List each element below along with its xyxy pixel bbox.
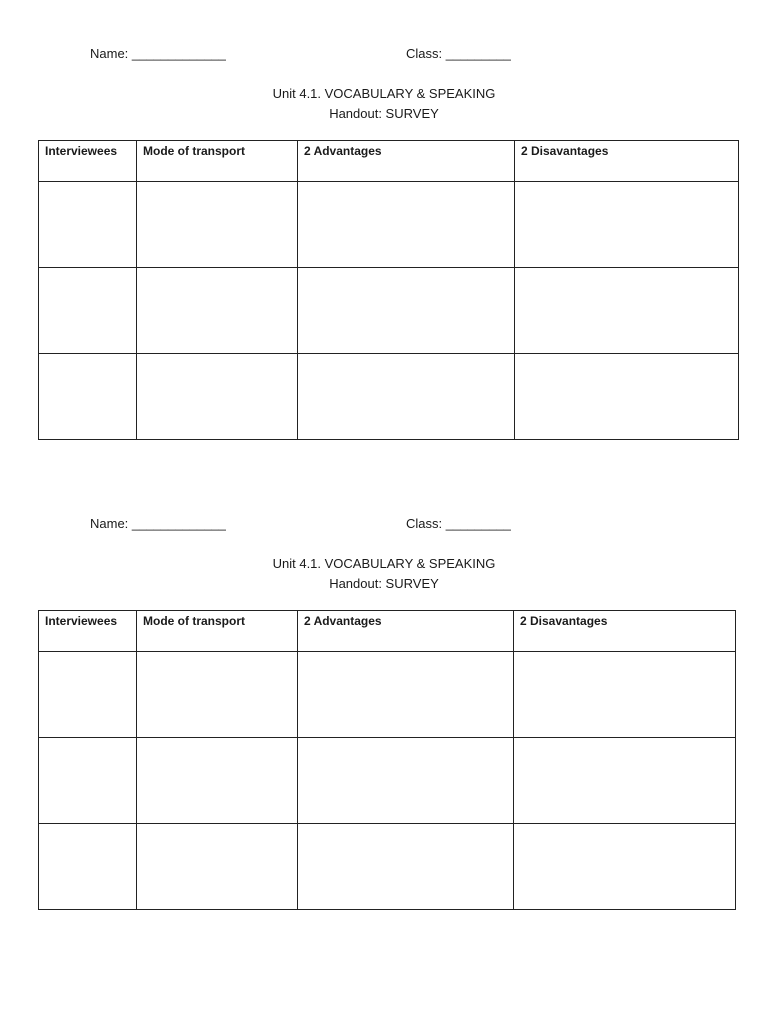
cell-disadvantages[interactable] bbox=[515, 182, 739, 268]
cell-advantages[interactable] bbox=[298, 268, 515, 354]
handout-title-block bbox=[0, 554, 768, 594]
name-field-label: Name: _____________ bbox=[90, 516, 226, 531]
table-header-row bbox=[39, 141, 739, 182]
handout-subtitle: Handout: SURVEY bbox=[329, 576, 439, 591]
cell-mode[interactable] bbox=[137, 354, 298, 440]
table-row bbox=[39, 738, 736, 824]
header-mode-of-transport: Mode of transport bbox=[137, 141, 298, 182]
cell-advantages[interactable] bbox=[298, 354, 515, 440]
survey-table bbox=[38, 140, 739, 440]
cell-interviewee[interactable] bbox=[39, 738, 137, 824]
header-advantages: 2 Advantages bbox=[298, 141, 515, 182]
header-interviewees: Interviewees bbox=[39, 141, 137, 182]
cell-interviewee[interactable] bbox=[39, 652, 137, 738]
cell-mode[interactable] bbox=[137, 824, 298, 910]
header-advantages: 2 Advantages bbox=[298, 611, 514, 652]
table-header-row bbox=[39, 611, 736, 652]
cell-disadvantages[interactable] bbox=[514, 738, 736, 824]
cell-interviewee[interactable] bbox=[39, 182, 137, 268]
handout-subtitle: Handout: SURVEY bbox=[329, 106, 439, 121]
cell-disadvantages[interactable] bbox=[515, 354, 739, 440]
table-row bbox=[39, 652, 736, 738]
cell-mode[interactable] bbox=[137, 268, 298, 354]
table-row bbox=[39, 824, 736, 910]
cell-interviewee[interactable] bbox=[39, 354, 137, 440]
survey-table bbox=[38, 610, 736, 910]
class-field-label: Class: _________ bbox=[406, 516, 511, 531]
cell-advantages[interactable] bbox=[298, 652, 514, 738]
cell-disadvantages[interactable] bbox=[514, 652, 736, 738]
header-interviewees: Interviewees bbox=[39, 611, 137, 652]
cell-mode[interactable] bbox=[137, 182, 298, 268]
cell-mode[interactable] bbox=[137, 652, 298, 738]
header-mode-of-transport: Mode of transport bbox=[137, 611, 298, 652]
cell-interviewee[interactable] bbox=[39, 268, 137, 354]
cell-disadvantages[interactable] bbox=[515, 268, 739, 354]
cell-mode[interactable] bbox=[137, 738, 298, 824]
handout-title: Unit 4.1. VOCABULARY & SPEAKING bbox=[272, 86, 496, 101]
class-field-label: Class: _________ bbox=[406, 46, 511, 61]
table-row bbox=[39, 182, 739, 268]
cell-advantages[interactable] bbox=[298, 738, 514, 824]
table-row bbox=[39, 268, 739, 354]
cell-advantages[interactable] bbox=[298, 824, 514, 910]
name-field-label: Name: _____________ bbox=[90, 46, 226, 61]
handout-title: Unit 4.1. VOCABULARY & SPEAKING bbox=[272, 556, 496, 571]
table-row bbox=[39, 354, 739, 440]
cell-advantages[interactable] bbox=[298, 182, 515, 268]
handout-title-block bbox=[0, 84, 768, 124]
header-disadvantages: 2 Disavantages bbox=[515, 141, 739, 182]
cell-disadvantages[interactable] bbox=[514, 824, 736, 910]
cell-interviewee[interactable] bbox=[39, 824, 137, 910]
header-disadvantages: 2 Disavantages bbox=[514, 611, 736, 652]
